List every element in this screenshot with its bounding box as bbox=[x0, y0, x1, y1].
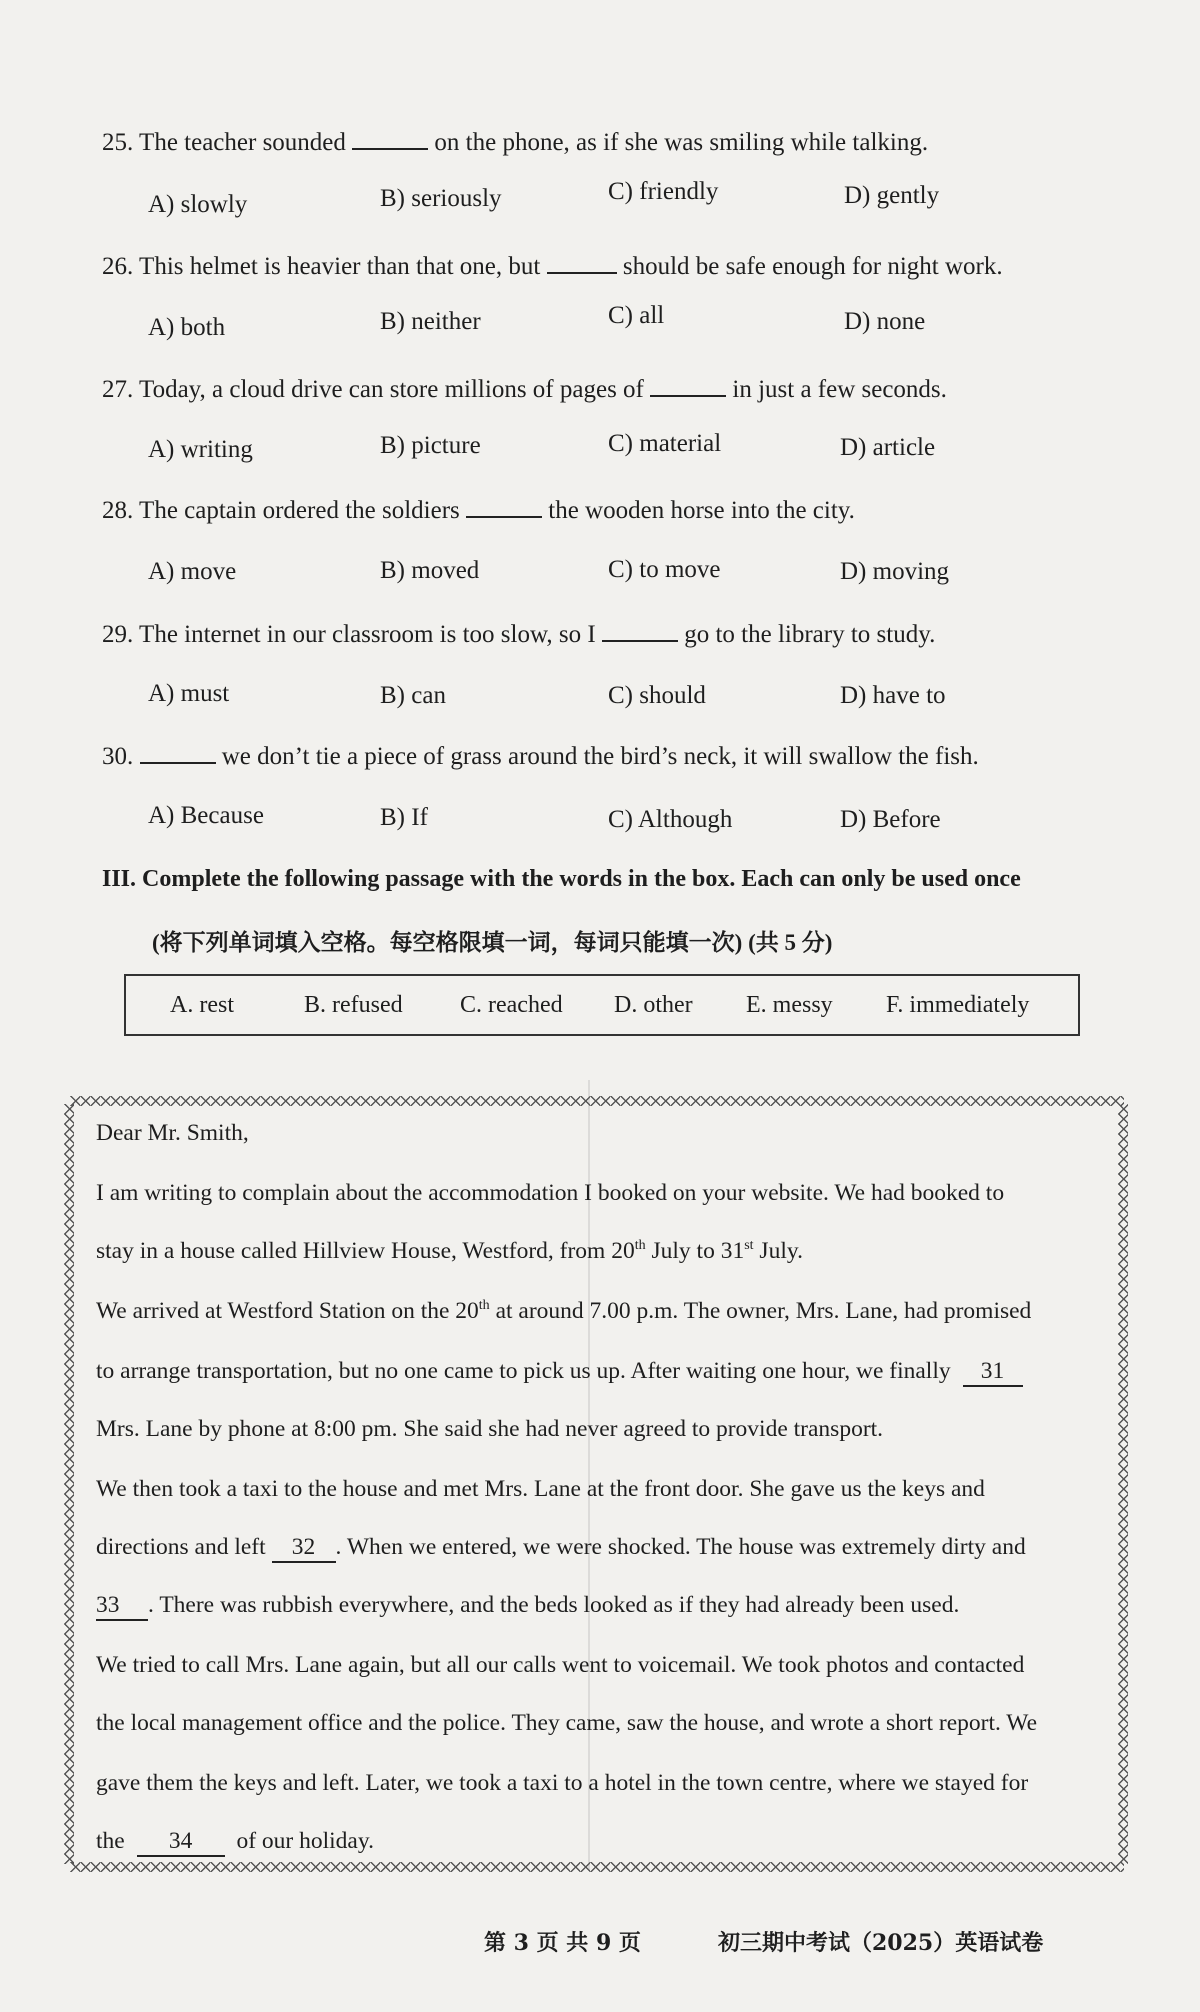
word-option: A. rest bbox=[170, 992, 234, 1018]
answer-blank bbox=[547, 252, 617, 274]
letter-line: Mrs. Lane by phone at 8:00 pm. She said she had never agreed to provide transport. bbox=[96, 1416, 884, 1442]
option-b: B) picture bbox=[380, 432, 481, 459]
answer-blank bbox=[466, 496, 542, 518]
option-b: B) moved bbox=[380, 557, 480, 584]
option-d: D) none bbox=[844, 308, 926, 335]
question-28: 28. The captain ordered the soldiers the wooden horse into the city. bbox=[102, 497, 855, 524]
letter-line: I am writing to complain about the accommodation I booked on your website. We had booked to bbox=[96, 1180, 1005, 1206]
exam-name: 初三期中考试（2025）英语试卷 bbox=[718, 1930, 1044, 1956]
option-d: D) gently bbox=[844, 182, 940, 209]
section-3-subtitle: (将下列单词填入空格。每空格限填一词，每词只能填一次) (共 5 分) bbox=[152, 930, 833, 955]
letter-line: the local management office and the police. They came, saw the house, and wrote a short report. We bbox=[96, 1710, 1038, 1736]
option-b: B) neither bbox=[380, 308, 481, 335]
option-d: D) have to bbox=[840, 682, 946, 709]
section-3-title: III. Complete the following passage with the words in the box. Each can only be used once bbox=[102, 866, 1021, 892]
question-27: 27. Today, a cloud drive can store millions of pages of in just a few seconds. bbox=[102, 376, 947, 403]
word-option: E. messy bbox=[746, 992, 833, 1018]
question-29: 29. The internet in our classroom is too slow, so I go to the library to study. bbox=[102, 621, 936, 648]
answer-blank bbox=[140, 742, 216, 764]
option-a: A) Because bbox=[148, 802, 264, 829]
answer-blank bbox=[352, 128, 428, 150]
letter-line: stay in a house called Hillview House, Westford, from 20th July to 31st July. bbox=[96, 1238, 803, 1264]
letter-border-top bbox=[70, 1096, 1124, 1106]
option-a: A) move bbox=[148, 558, 237, 585]
option-c: C) to move bbox=[608, 556, 721, 583]
letter-border-bottom bbox=[70, 1862, 1124, 1872]
word-option: C. reached bbox=[460, 992, 563, 1018]
letter-border-left bbox=[64, 1104, 74, 1864]
word-box bbox=[124, 974, 1080, 1036]
letter-border-right bbox=[1118, 1104, 1128, 1864]
letter-greeting: Dear Mr. Smith, bbox=[96, 1120, 249, 1146]
page-number: 第 3 页 共 9 页 bbox=[484, 1930, 641, 1956]
letter-line: 33 . There was rubbish everywhere, and the beds looked as if they had already been used. bbox=[96, 1592, 959, 1621]
question-30: 30. we don’t tie a piece of grass around the bird’s neck, it will swallow the fish. bbox=[102, 743, 979, 770]
option-a: A) must bbox=[148, 680, 230, 707]
word-option: B. refused bbox=[304, 992, 403, 1018]
option-c: C) friendly bbox=[608, 178, 719, 205]
option-a: A) both bbox=[148, 314, 226, 341]
option-b: B) seriously bbox=[380, 185, 502, 212]
letter-line: gave them the keys and left. Later, we took a taxi to a hotel in the town centre, where we stayed for bbox=[96, 1770, 1029, 1796]
word-option: F. immediately bbox=[886, 992, 1030, 1018]
letter-line: We tried to call Mrs. Lane again, but all our calls went to voicemail. We took photos and contacted bbox=[96, 1652, 1025, 1678]
option-d: D) article bbox=[840, 434, 936, 461]
answer-blank bbox=[650, 375, 726, 397]
question-25: 25. The teacher sounded on the phone, as if she was smiling while talking. bbox=[102, 129, 929, 156]
letter-line: the 34 of our holiday. bbox=[96, 1828, 374, 1857]
blank-32: 32 bbox=[272, 1534, 336, 1563]
option-c: C) should bbox=[608, 682, 706, 709]
option-b: B) can bbox=[380, 682, 446, 709]
question-26: 26. This helmet is heavier than that one, but should be safe enough for night work. bbox=[102, 253, 1003, 280]
letter-line: We then took a taxi to the house and met Mrs. Lane at the front door. She gave us the keys and bbox=[96, 1476, 985, 1502]
option-c: C) all bbox=[608, 302, 665, 329]
blank-31: 31 bbox=[963, 1358, 1023, 1387]
option-b: B) If bbox=[380, 804, 428, 831]
blank-33: 33 bbox=[96, 1592, 148, 1621]
letter-line: We arrived at Westford Station on the 20th at around 7.00 p.m. The owner, Mrs. Lane, had promised bbox=[96, 1298, 1032, 1324]
blank-34: 34 bbox=[137, 1828, 225, 1857]
option-a: A) writing bbox=[148, 436, 253, 463]
option-c: C) material bbox=[608, 430, 722, 457]
word-option: D. other bbox=[614, 992, 693, 1018]
answer-blank bbox=[602, 620, 678, 642]
option-c: C) Although bbox=[608, 806, 733, 833]
option-a: A) slowly bbox=[148, 191, 248, 218]
letter-line: directions and left 32 . When we entered, we were shocked. The house was extremely dirty and bbox=[96, 1534, 1026, 1563]
option-d: D) moving bbox=[840, 558, 950, 585]
option-d: D) Before bbox=[840, 806, 941, 833]
letter-line: to arrange transportation, but no one came to pick us up. After waiting one hour, we finally 31 bbox=[96, 1358, 1023, 1387]
